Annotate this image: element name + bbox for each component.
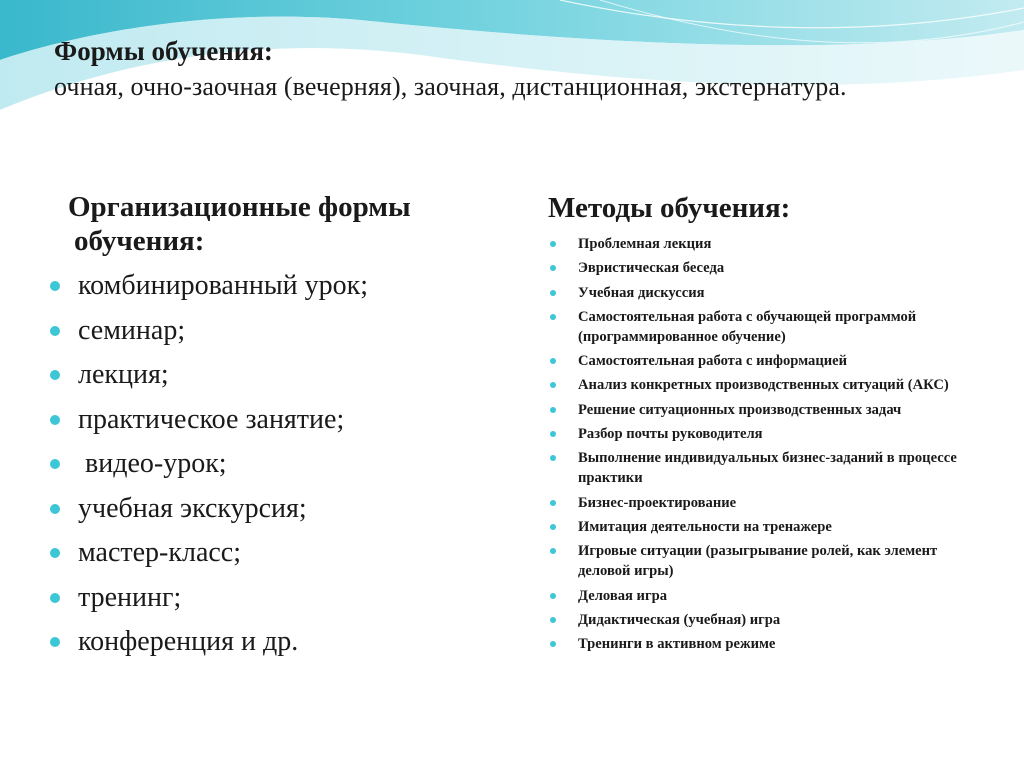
- bullet-icon: [550, 593, 556, 599]
- list-item: Проблемная лекция: [548, 234, 988, 254]
- list-item: Разбор почты руководителя: [548, 424, 988, 444]
- list-item: Учебная дискуссия: [548, 283, 988, 303]
- teaching-methods-list: [548, 234, 988, 654]
- list-item: Самостоятельная работа с информацией: [548, 351, 988, 371]
- list-item: Деловая игра: [548, 586, 988, 606]
- bullet-icon: [550, 358, 556, 364]
- list-item: Игровые ситуации (разыгрывание ролей, как элемент деловой игры): [548, 541, 988, 581]
- forms-of-education-text: очная, очно-заочная (вечерняя), заочная, дистанционная, экстернатура.: [54, 72, 847, 101]
- list-item: комбинированный урок;: [46, 264, 516, 309]
- bullet-icon: [50, 504, 60, 514]
- list-item: Тренинги в активном режиме: [548, 634, 988, 654]
- bullet-icon: [550, 455, 556, 461]
- slide-header: [54, 34, 954, 105]
- bullet-icon: [50, 415, 60, 425]
- list-item: Бизнес-проектирование: [548, 493, 988, 513]
- list-item: практическое занятие;: [46, 398, 516, 443]
- bullet-icon: [50, 548, 60, 558]
- list-item: Анализ конкретных производственных ситуаций (АКС): [548, 375, 988, 395]
- bullet-icon: [550, 641, 556, 647]
- heading-line-1: Организационные формы: [68, 191, 411, 223]
- bullet-icon: [550, 431, 556, 437]
- list-item: Выполнение индивидуальных бизнес-заданий в процессе практики: [548, 448, 988, 488]
- bullet-icon: [550, 241, 556, 247]
- slide-title: Формы обучения:: [54, 36, 273, 66]
- bullet-icon: [550, 407, 556, 413]
- list-item: семинар;: [46, 309, 516, 354]
- list-item: мастер-класс;: [46, 531, 516, 576]
- bullet-icon: [550, 524, 556, 530]
- bullet-icon: [550, 290, 556, 296]
- list-item: лекция;: [46, 353, 516, 398]
- bullet-icon: [550, 314, 556, 320]
- list-item: видео-урок;: [46, 442, 516, 487]
- list-item: Самостоятельная работа с обучающей программой (программированное обучение): [548, 307, 988, 347]
- heading-line-2: обучения:: [74, 225, 205, 257]
- bullet-icon: [50, 593, 60, 603]
- list-item: учебная экскурсия;: [46, 487, 516, 532]
- bullet-icon: [50, 281, 60, 291]
- organizational-forms-column: [46, 190, 516, 665]
- list-item: тренинг;: [46, 576, 516, 621]
- teaching-methods-column: [548, 190, 988, 658]
- list-item: конференция и др.: [46, 620, 516, 665]
- bullet-icon: [50, 326, 60, 336]
- organizational-forms-list: [46, 264, 516, 665]
- bullet-icon: [550, 617, 556, 623]
- bullet-icon: [550, 500, 556, 506]
- list-item: Дидактическая (учебная) игра: [548, 610, 988, 630]
- bullet-icon: [50, 370, 60, 380]
- list-item: Эвристическая беседа: [548, 258, 988, 278]
- bullet-icon: [550, 548, 556, 554]
- list-item: Решение ситуационных производственных задач: [548, 400, 988, 420]
- teaching-methods-heading: Методы обучения:: [548, 192, 791, 224]
- bullet-icon: [50, 459, 60, 469]
- organizational-forms-heading: [68, 190, 516, 258]
- list-item: Имитация деятельности на тренажере: [548, 517, 988, 537]
- bullet-icon: [550, 265, 556, 271]
- bullet-icon: [550, 382, 556, 388]
- bullet-icon: [50, 637, 60, 647]
